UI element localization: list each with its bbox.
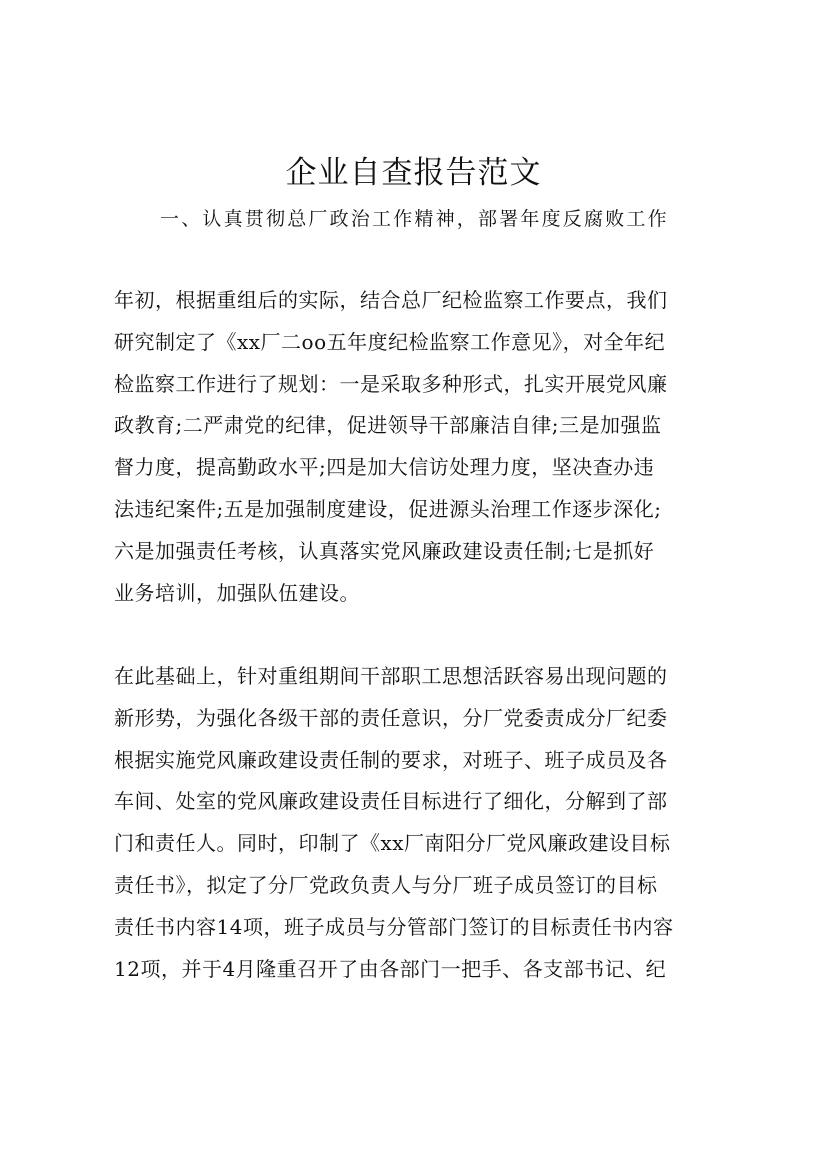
paragraph-line: 政教育;二严肃党的纪律，促进领导干部廉洁自律;三是加强监 [114, 413, 662, 438]
paragraph-line: 在此基础上，针对重组期间干部职工思想活跃容易出现问题的 [114, 664, 668, 688]
paragraph-line: 责任书》，拟定了分厂党政负责人与分厂班子成员签订的目标 [114, 872, 658, 897]
paragraph-line: 法违纪案件;五是加强制度建设，促进源头治理工作逐步深化; [114, 496, 662, 521]
paragraph-line: 年初，根据重组后的实际，结合总厂纪检监察工作要点，我们 [114, 288, 668, 312]
paragraph-line: 研究制定了《xx厂二oo五年度纪检监察工作意见》，对全年纪 [114, 329, 666, 354]
paragraph-line: 检监察工作进行了规划：一是采取多种形式，扎实开展党风廉 [114, 371, 668, 396]
paragraph-line: 业务培训，加强队伍建设。 [114, 580, 360, 605]
paragraph-line: 车间、处室的党风廉政建设责任目标进行了细化，分解到了部 [114, 789, 668, 814]
paragraph-line: 督力度，提高勤政水平;四是加大信访处理力度，坚决查办违 [114, 455, 655, 480]
paragraph-line: 12项，并于4月隆重召开了由各部门一把手、各支部书记、纪 [114, 956, 667, 981]
document-title: 企业自查报告范文 [285, 155, 542, 191]
section-heading: 一、认真贯彻总厂政治工作精神，部署年度反腐败工作 [160, 208, 669, 230]
paragraph-line: 责任书内容14项，班子成员与分管部门签订的目标责任书内容 [114, 914, 674, 939]
paragraph-line: 新形势，为强化各级干部的责任意识，分厂党委责成分厂纪委 [114, 705, 668, 730]
paragraph-line: 六是加强责任考核，认真落实党风廉政建设责任制;七是抓好 [114, 538, 655, 563]
paragraph-1 [114, 280, 724, 614]
paragraph-line: 根据实施党风廉政建设责任制的要求，对班子、班子成员及各 [114, 747, 668, 772]
paragraph-line: 门和责任人。同时，印制了《xx厂南阳分厂党风廉政建设目标 [114, 831, 671, 856]
paragraph-2 [114, 656, 724, 990]
